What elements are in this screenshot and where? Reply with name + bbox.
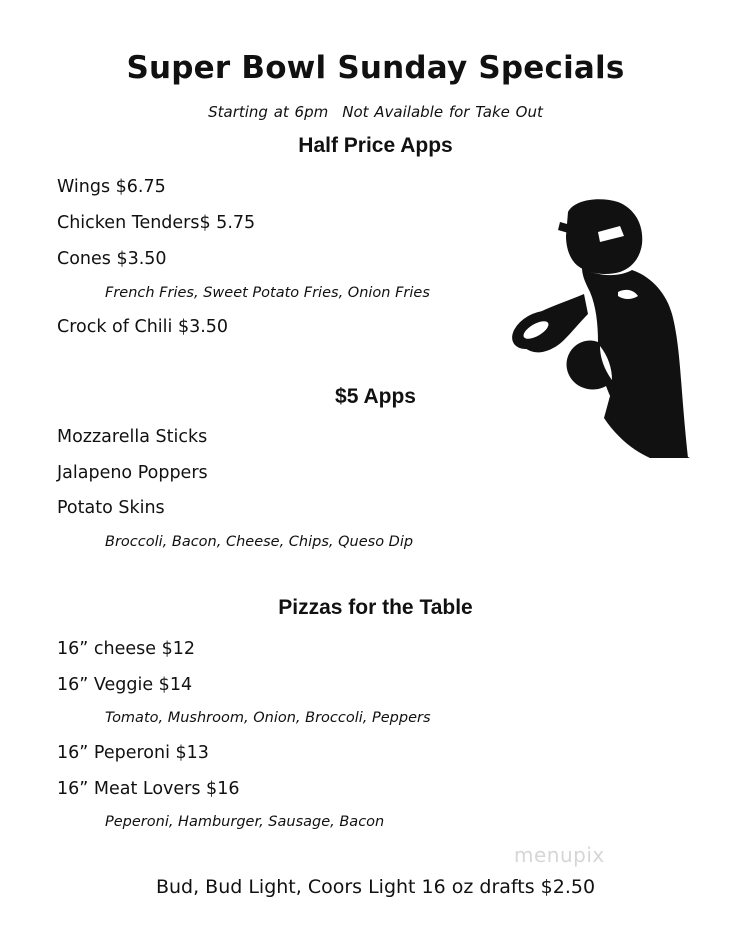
- menu-item-chicken-tenders: Chicken Tenders$ 5.75: [57, 213, 256, 233]
- section-heading-pizzas: Pizzas for the Table: [278, 596, 473, 619]
- page-title: Super Bowl Sunday Specials: [126, 50, 625, 86]
- menu-item-potato-skins: Potato Skins: [57, 498, 165, 518]
- menu-note-veggie-pizza: Tomato, Mushroom, Onion, Broccoli, Peppers: [105, 710, 431, 726]
- menupix-watermark: menupix: [514, 843, 605, 867]
- menu-item-cheese-pizza: 16” cheese $12: [57, 639, 195, 659]
- subtitle-takeout-note: Not Available for Take Out: [342, 103, 543, 121]
- menu-item-crock-of-chili: Crock of Chili $3.50: [57, 317, 229, 337]
- menu-item-veggie-pizza: 16” Veggie $14: [57, 675, 193, 695]
- menu-item-mozzarella-sticks: Mozzarella Sticks: [57, 427, 208, 447]
- menu-item-meat-lovers-pizza: 16” Meat Lovers $16: [57, 779, 240, 799]
- menu-item-peperoni-pizza: 16” Peperoni $13: [57, 743, 209, 763]
- drink-special: Bud, Bud Light, Coors Light 16 oz drafts $2.50: [155, 876, 596, 898]
- subtitle-start-time: Starting at 6pm: [208, 103, 329, 121]
- menu-note-cones: French Fries, Sweet Potato Fries, Onion Fries: [105, 285, 430, 301]
- menu-item-jalapeno-poppers: Jalapeno Poppers: [57, 463, 208, 483]
- menu-note-meat-lovers-pizza: Peperoni, Hamburger, Sausage, Bacon: [105, 814, 385, 830]
- section-heading-half-price-apps: Half Price Apps: [298, 134, 453, 157]
- section-heading-five-dollar-apps: $5 Apps: [335, 385, 416, 408]
- menu-item-cones: Cones $3.50: [57, 249, 167, 269]
- menu-note-potato-skins: Broccoli, Bacon, Cheese, Chips, Queso Dip: [105, 534, 414, 550]
- football-player-silhouette-icon: [500, 196, 690, 462]
- subtitle: [0, 103, 751, 121]
- menu-item-wings: Wings $6.75: [57, 177, 166, 197]
